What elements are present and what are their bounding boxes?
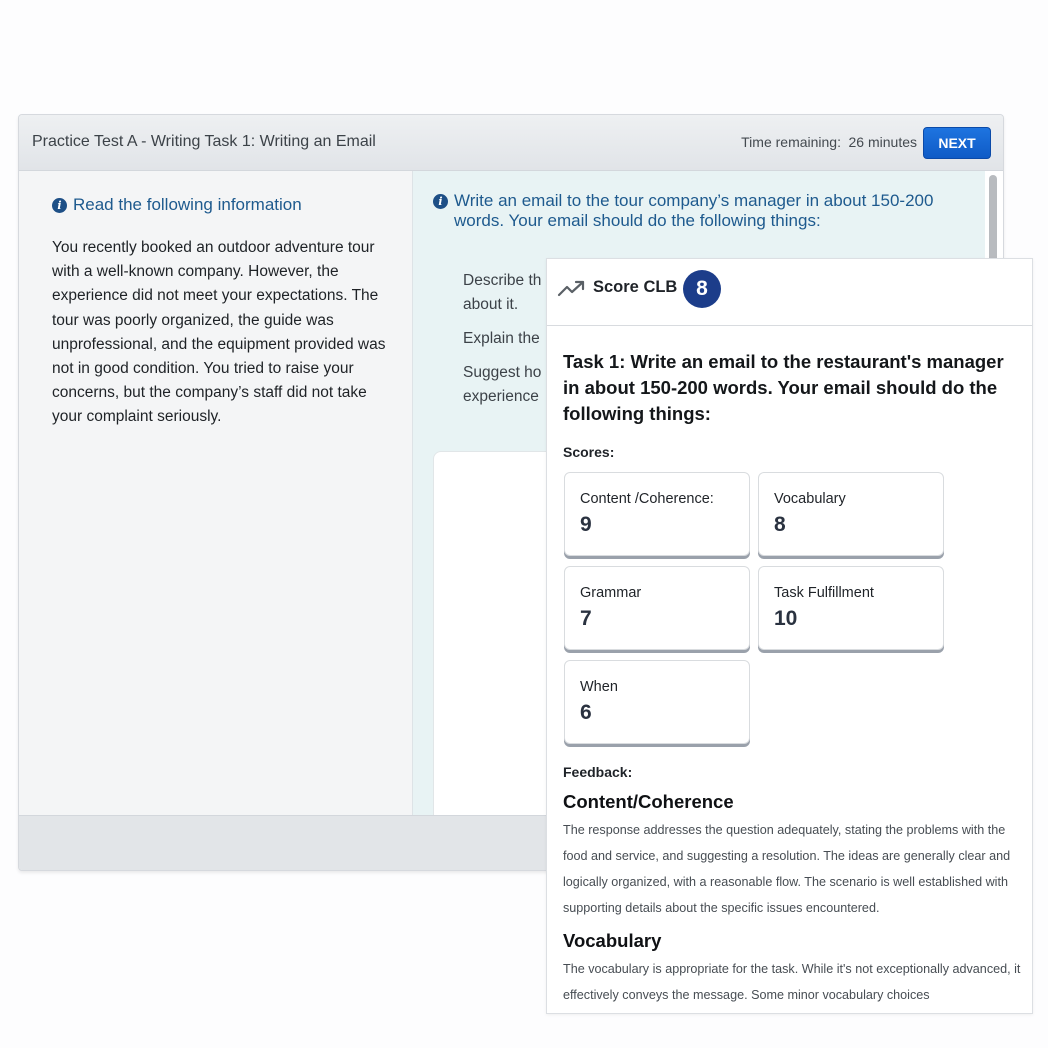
page-title: Practice Test A - Writing Task 1: Writing an Email bbox=[32, 133, 376, 150]
feedback-label: Feedback: bbox=[563, 764, 633, 780]
instruction-item: • Describe th about it. bbox=[463, 269, 583, 317]
scrollbar[interactable] bbox=[985, 171, 1003, 271]
information-heading-text: Read the following information bbox=[73, 195, 302, 214]
score-card-label: Vocabulary bbox=[774, 491, 846, 507]
feedback-text: The response addresses the question adequately, stating the problems with the food and service, and suggesting a resolution. The ideas are generally clear and logically organized, with a reasonable flow. The scenario is well established with supporting details about the specific issues encountered. bbox=[563, 823, 1011, 915]
score-card-label: When bbox=[580, 679, 618, 695]
score-card-label: Task Fulfillment bbox=[774, 585, 874, 601]
score-card-value: 6 bbox=[580, 701, 592, 724]
info-icon: i bbox=[52, 198, 67, 213]
instructions-heading-text: Write an email to the tour company’s manager in about 150-200 words. Your email should do the following things: bbox=[454, 191, 934, 230]
score-title: Score CLB bbox=[593, 278, 678, 296]
score-card-grammar bbox=[564, 566, 750, 650]
feedback-text: The vocabulary is appropriate for the task. While it's not exceptionally advanced, it effectively conveys the message. Some minor vocabulary choices bbox=[563, 962, 1021, 1002]
score-card-content-coherence bbox=[564, 472, 750, 556]
score-card-label: Content /Coherence: bbox=[580, 491, 714, 507]
score-card-value: 10 bbox=[774, 607, 798, 630]
score-panel bbox=[546, 258, 1033, 1014]
scores-label: Scores: bbox=[563, 444, 615, 460]
score-card-value: 8 bbox=[774, 513, 786, 536]
time-remaining-value: 26 minutes bbox=[848, 134, 917, 150]
feedback-title: Vocabulary bbox=[563, 930, 662, 951]
next-button[interactable]: NEXT bbox=[923, 127, 991, 159]
instruction-item: • Suggest ho experience bbox=[463, 361, 583, 409]
score-card-vocabulary bbox=[758, 472, 944, 556]
score-card-value: 9 bbox=[580, 513, 592, 536]
score-card-task-fulfillment bbox=[758, 566, 944, 650]
time-remaining-label: Time remaining: bbox=[741, 134, 841, 150]
scrollbar-thumb[interactable] bbox=[989, 175, 997, 267]
score-card-label: Grammar bbox=[580, 585, 642, 601]
information-pane bbox=[19, 171, 413, 815]
feedback-title: Content/Coherence bbox=[563, 791, 734, 812]
trending-up-icon bbox=[557, 279, 587, 299]
instructions-heading bbox=[433, 191, 963, 231]
information-heading bbox=[52, 195, 302, 215]
overall-score-badge: 8 bbox=[683, 270, 721, 308]
score-card-value: 7 bbox=[580, 607, 592, 630]
scenario-passage: You recently booked an outdoor adventure tour with a well-known company. However, the experience did not meet your expectations. The tour was poorly organized, the guide was unprofessional, and the equipment provided was not in good condition. You tried to raise your concerns, but the company’s staff did not take your complaint seriously. bbox=[52, 239, 386, 426]
info-icon: i bbox=[433, 194, 448, 209]
score-header bbox=[547, 259, 1032, 326]
title-bar bbox=[19, 115, 1003, 171]
instruction-item: • Explain the bbox=[463, 327, 583, 351]
task-title: Task 1: Write an email to the restaurant's manager in about 150-200 words. Your email should do the following things: bbox=[563, 351, 1004, 424]
score-card-when bbox=[564, 660, 750, 744]
